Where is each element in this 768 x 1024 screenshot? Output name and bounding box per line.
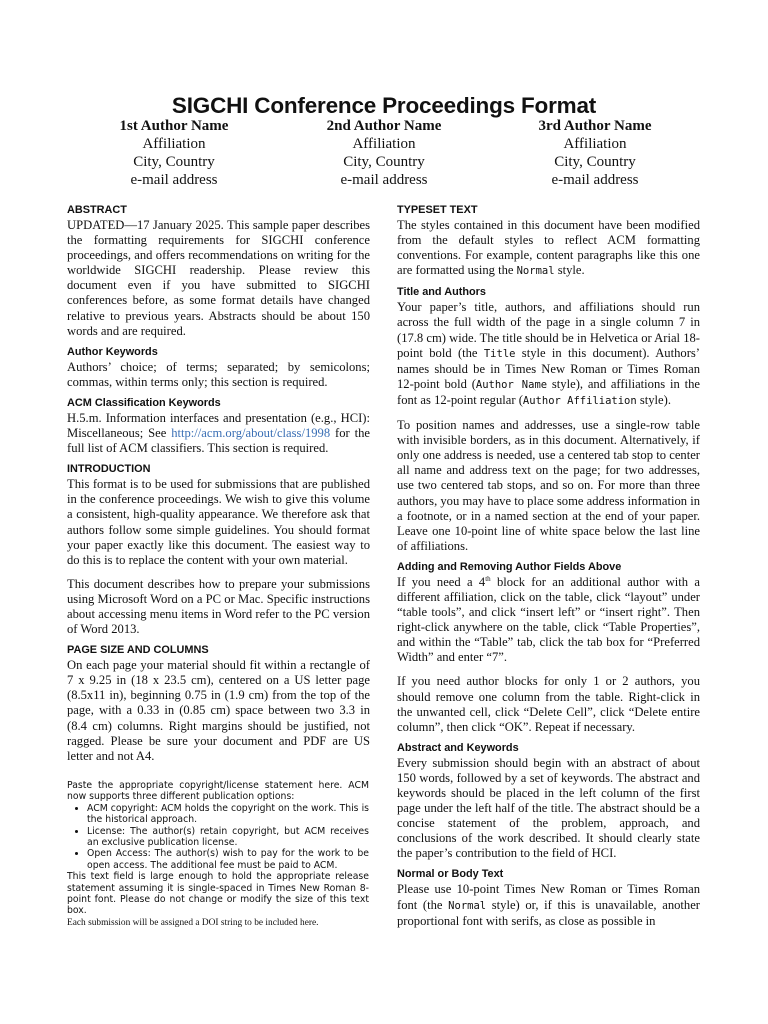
author-block-1 bbox=[64, 117, 284, 189]
paper-title: SIGCHI Conference Proceedings Format bbox=[171, 93, 597, 119]
author-block-3 bbox=[485, 117, 705, 189]
introduction-section bbox=[67, 462, 370, 637]
copyright-option: • License: The author(s) retain copyright, but ACM receives an exclusive publication license. bbox=[87, 826, 369, 849]
copyright-option: • ACM copyright: ACM holds the copyright on the work. This is the historical approach. bbox=[87, 803, 369, 826]
introduction-heading: INTRODUCTION bbox=[67, 463, 151, 476]
right-column bbox=[397, 203, 700, 935]
normal-body-text-end: style) or, if this is unavailable, another proportional font with serifs, as close as possible in bbox=[397, 897, 700, 928]
acm-keywords-section bbox=[67, 396, 370, 456]
abstract-keywords-heading: Abstract and Keywords bbox=[397, 741, 519, 754]
page-size-heading: PAGE SIZE AND COLUMNS bbox=[67, 644, 209, 657]
title-authors-text-c: style), and affiliations in the font as 12-point regular ( bbox=[397, 376, 700, 407]
abstract-keywords-section bbox=[397, 741, 700, 862]
author-keywords-heading: Author Keywords bbox=[67, 345, 158, 358]
adding-removing-section bbox=[397, 560, 700, 735]
normal-body-heading: Normal or Body Text bbox=[397, 868, 504, 881]
title-authors-text-d: style). bbox=[636, 392, 671, 407]
introduction-paragraph-1: This format is to be used for submissions that are published in the conference proceedings. We wish to give this volume a consistent, high-quality appearance. We therefore ask that authors follow some simple guidelines. You should format your paper exactly like this document. The easiest way to do this is to replace the content with your own material. bbox=[67, 477, 370, 567]
copyright-outro: This text field is large enough to hold the appropriate release statement assuming it is single-spaced in Times New Roman 8-point font. Please do not change or modify the size of this text box. bbox=[67, 871, 369, 917]
typeset-text-heading: TYPESET TEXT bbox=[397, 204, 478, 216]
author-affiliation: Affiliation bbox=[352, 136, 416, 152]
author-location: City, Country bbox=[133, 154, 215, 170]
normal-body-text-start: Please use 10-point Times New Roman or Times Roman font (the bbox=[397, 882, 700, 912]
author-name: 2nd Author Name bbox=[326, 118, 442, 134]
abstract-section bbox=[67, 203, 370, 339]
copyright-option: • Open Access: The author(s) wish to pay for the work to be open access. The additional fee must be paid to ACM. bbox=[87, 848, 369, 871]
style-name-normal: Normal bbox=[516, 265, 555, 278]
style-name-author-affiliation: Author Affiliation bbox=[522, 394, 637, 407]
normal-body-section bbox=[397, 867, 700, 928]
author-keywords-section bbox=[67, 345, 370, 390]
author-affiliation: Affiliation bbox=[142, 136, 206, 152]
normal-body-text bbox=[397, 882, 700, 928]
acm-keywords-heading: ACM Classification Keywords bbox=[67, 396, 221, 409]
title-authors-text-a: Your paper’s title, authors, and affiliations should run across the full width of the page in a single column 7 in (17.8 cm) wide. The title should be in Helvetica or Arial 18-point bold (the bbox=[397, 300, 700, 360]
author-location: City, Country bbox=[343, 154, 425, 170]
author-name: 1st Author Name bbox=[119, 118, 229, 134]
page-size-section bbox=[67, 643, 370, 764]
acm-keywords-text-start: H.5.m. Information interfaces and presentation (e.g., HCI): Miscellaneous; See bbox=[67, 410, 370, 441]
typeset-text-paragraph bbox=[397, 218, 700, 279]
adding-removing-paragraph-1 bbox=[397, 575, 700, 666]
author-name: 3rd Author Name bbox=[538, 118, 652, 134]
author-affiliation: Affiliation bbox=[563, 136, 627, 152]
title-authors-text-b: style in this document). Authors’ names should be in Times New Roman or Times Roman 12-point bold ( bbox=[397, 345, 700, 391]
introduction-paragraph-2: This document describes how to prepare your submissions using Microsoft Word on a PC or Mac. Specific instructions about accessing menu items in Word refer to the PC version of Word 2013. bbox=[67, 576, 370, 637]
style-name-author-name: Author Name bbox=[475, 378, 548, 391]
style-name-title: Title bbox=[483, 347, 516, 360]
typeset-text-section bbox=[397, 203, 700, 279]
title-authors-paragraph-1 bbox=[397, 300, 700, 409]
copyright-options-list bbox=[67, 803, 369, 871]
left-column bbox=[67, 203, 370, 770]
acm-keywords-text bbox=[67, 411, 370, 456]
abstract-text: UPDATED—17 January 2025. This sample paper describes the formatting requirements for SIGCHI conference proceedings, and offers recommendations on writing for the worldwide SIGCHI readership. Please review this document even if you have submitted to SIGCHI conferences before, as some format details have changed relative to previous years. Abstracts should be about 150 words and are required. bbox=[67, 218, 370, 338]
ordinal-superscript: th bbox=[485, 574, 491, 583]
author-keywords-text: Authors’ choice; of terms; separated; by semicolons; commas, within terms only; this section is required. bbox=[67, 359, 370, 389]
adding-removing-paragraph-2: If you need author blocks for only 1 or 2 authors, you should remove one column from the table. Right-click in the unwanted cell, click “Delete Cell”, click “Delete entire column”, then click “OK”. Repeat if necessary. bbox=[397, 674, 700, 734]
acm-class-link[interactable]: http://acm.org/about/class/1998 bbox=[171, 426, 331, 441]
adding-removing-text-a: If you need a 4 bbox=[397, 574, 486, 589]
title-authors-paragraph-2: To position names and addresses, use a single-row table with invisible borders, as in this document. Alternatively, if only one address is needed, use a centered tab stop to center all name and address text on the page; for two addresses, use two centered tab stops, and so on. For more than three authors, you may have to place some address information in a footnote, or in a named section at the end of your paper. Leave one 10-point line of white space below the last line of affiliations. bbox=[397, 418, 700, 553]
title-authors-section bbox=[397, 285, 700, 554]
abstract-heading: ABSTRACT bbox=[67, 204, 127, 216]
author-email: e-mail address bbox=[551, 172, 639, 188]
doi-note: Each submission will be assigned a DOI string to be included here. bbox=[67, 917, 319, 928]
typeset-text-end: style. bbox=[554, 263, 585, 278]
acm-keywords-text-end: for the full list of ACM classifiers. This section is required. bbox=[67, 426, 370, 456]
page-size-text: On each page your material should fit within a rectangle of 7 x 9.25 in (18 x 23.5 cm), centered on a US letter page (8.5x11 in), beginning 0.75 in (1.9 cm) from the top of the page, with a 0.33 in (0.85 cm) space between two 3.3 in (8.4 cm) columns. Right margins should be justified, not ragged. Please be sure your document and PDF are US letter and not A4. bbox=[67, 658, 370, 763]
title-authors-heading: Title and Authors bbox=[397, 286, 486, 299]
typeset-text-start: The styles contained in this document have been modified from the default styles to reflect ACM formatting conventions. For example, content paragraphs like this one are formatted using the bbox=[397, 218, 700, 278]
style-name-normal: Normal bbox=[448, 899, 487, 912]
copyright-box bbox=[67, 780, 369, 929]
author-block-2 bbox=[274, 117, 494, 189]
author-email: e-mail address bbox=[130, 172, 218, 188]
abstract-keywords-text: Every submission should begin with an abstract of about 150 words, followed by a set of keywords. The abstract and keywords should be placed in the left column of the first page under the left half of the title. The abstract should be a concise statement of the problem, approach, and conclusions of the work described. It should clearly state the paper’s contribution to the field of HCI. bbox=[397, 755, 700, 861]
copyright-intro: Paste the appropriate copyright/license statement here. ACM now supports three different publication options: bbox=[67, 780, 369, 803]
adding-removing-heading: Adding and Removing Author Fields Above bbox=[397, 560, 622, 573]
adding-removing-text-b: block for an additional author with a different affiliation, click on the table, click “layout” under “table tools”, and click “insert left” or “insert right”. Then right-click anywhere on the table, click “Table Properties”, and within the “Table” tab, click the tab box for “Preferred Width” and enter “7”. bbox=[397, 574, 700, 665]
author-email: e-mail address bbox=[340, 172, 428, 188]
author-location: City, Country bbox=[554, 154, 636, 170]
